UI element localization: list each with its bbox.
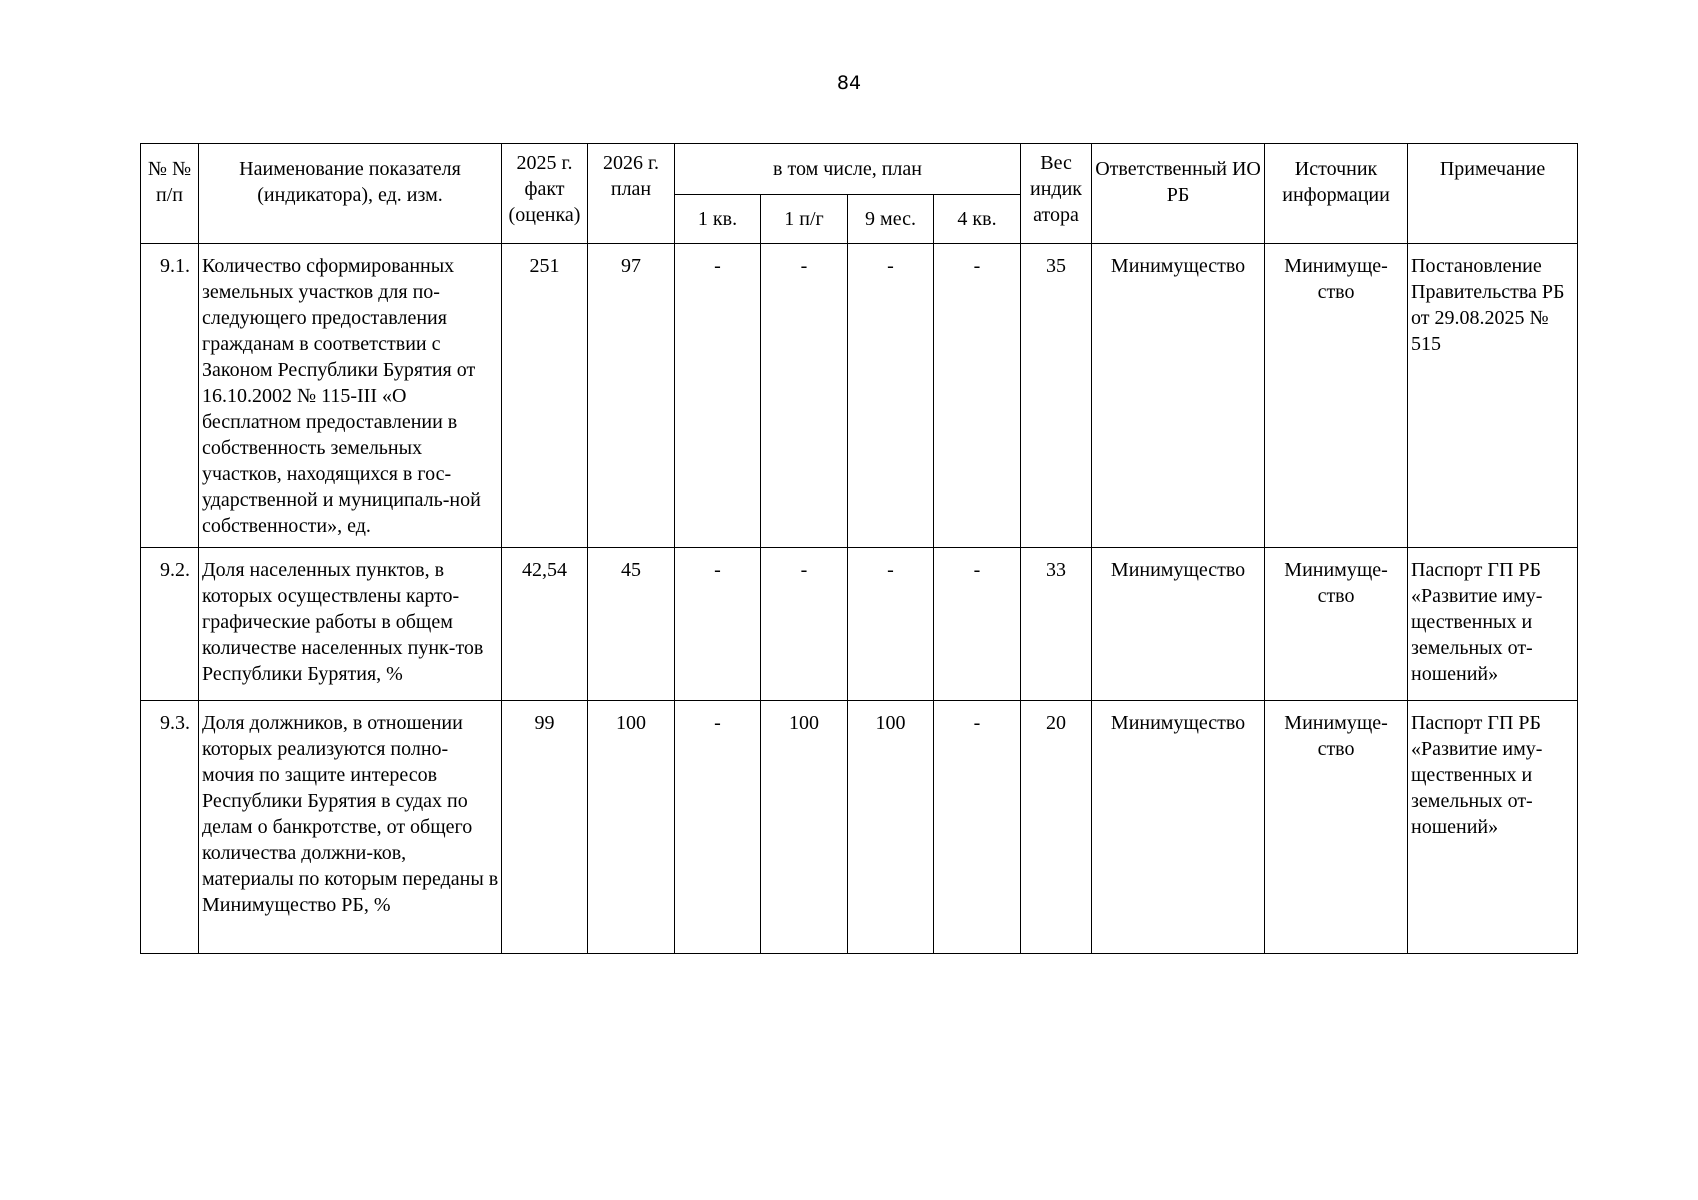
header-row	[141, 144, 1578, 195]
row-9m: -	[848, 548, 934, 701]
header-source: Источник информации	[1265, 144, 1408, 244]
table-row	[141, 244, 1578, 548]
header-note: Примечание	[1408, 144, 1578, 244]
header-incl-plan: в том числе, план	[675, 144, 1021, 195]
row-num: 9.2.	[141, 548, 199, 701]
header-num: № № п/п	[141, 144, 199, 244]
row-source: Минимуще-ство	[1265, 244, 1408, 548]
row-fact-2025: 251	[502, 244, 588, 548]
row-q1: -	[675, 701, 761, 954]
row-plan-2026: 45	[588, 548, 675, 701]
row-h1: -	[761, 244, 848, 548]
header-plan-2026: 2026 г. план	[588, 144, 675, 244]
row-source: Минимуще-ство	[1265, 701, 1408, 954]
row-fact-2025: 99	[502, 701, 588, 954]
row-name: Доля должников, в отношении которых реализуются полно-мочия по защите интересов Республики Бурятия в судах по делам о банкротстве, от общего количества должни-ков, материалы по которым переданы в Минимущество РБ, %	[199, 701, 502, 954]
row-plan-2026: 97	[588, 244, 675, 548]
row-q4: -	[934, 548, 1021, 701]
row-source: Минимуще-ство	[1265, 548, 1408, 701]
row-num: 9.1.	[141, 244, 199, 548]
header-weight: Вес индик атора	[1021, 144, 1092, 244]
row-plan-2026: 100	[588, 701, 675, 954]
indicators-table	[140, 143, 1578, 954]
row-q1: -	[675, 548, 761, 701]
row-fact-2025: 42,54	[502, 548, 588, 701]
table-row	[141, 701, 1578, 954]
row-weight: 33	[1021, 548, 1092, 701]
row-q4: -	[934, 244, 1021, 548]
row-weight: 20	[1021, 701, 1092, 954]
row-responsible: Минимущество	[1092, 701, 1265, 954]
row-q1: -	[675, 244, 761, 548]
row-h1: -	[761, 548, 848, 701]
row-note: Постановление Правительства РБ от 29.08.2025 № 515	[1408, 244, 1578, 548]
row-responsible: Минимущество	[1092, 548, 1265, 701]
row-q4: -	[934, 701, 1021, 954]
row-9m: -	[848, 244, 934, 548]
header-9m: 9 мес.	[848, 195, 934, 244]
header-q4: 4 кв.	[934, 195, 1021, 244]
row-weight: 35	[1021, 244, 1092, 548]
row-9m: 100	[848, 701, 934, 954]
row-responsible: Минимущество	[1092, 244, 1265, 548]
row-num: 9.3.	[141, 701, 199, 954]
header-name: Наименование показателя (индикатора), ед. изм.	[199, 144, 502, 244]
table-row	[141, 548, 1578, 701]
page-number: 84	[836, 72, 862, 94]
header-responsible: Ответственный ИО РБ	[1092, 144, 1265, 244]
row-note: Паспорт ГП РБ «Развитие иму-щественных и земельных от-ношений»	[1408, 548, 1578, 701]
header-q1: 1 кв.	[675, 195, 761, 244]
row-h1: 100	[761, 701, 848, 954]
header-fact-2025: 2025 г. факт (оценка)	[502, 144, 588, 244]
row-name: Доля населенных пунктов, в которых осуществлены карто-графические работы в общем количестве населенных пунк-тов Республики Бурятия, %	[199, 548, 502, 701]
row-name: Количество сформированных земельных участков для по-следующего предоставления гражданам в соответствии с Законом Республики Бурятия от 16.10.2002 № 115-III «О бесплатном предоставлении в собственность земельных участков, находящихся в гос-ударственной и муниципаль-ной собственности», ед.	[199, 244, 502, 548]
row-note: Паспорт ГП РБ «Развитие иму-щественных и земельных от-ношений»	[1408, 701, 1578, 954]
header-h1: 1 п/г	[761, 195, 848, 244]
